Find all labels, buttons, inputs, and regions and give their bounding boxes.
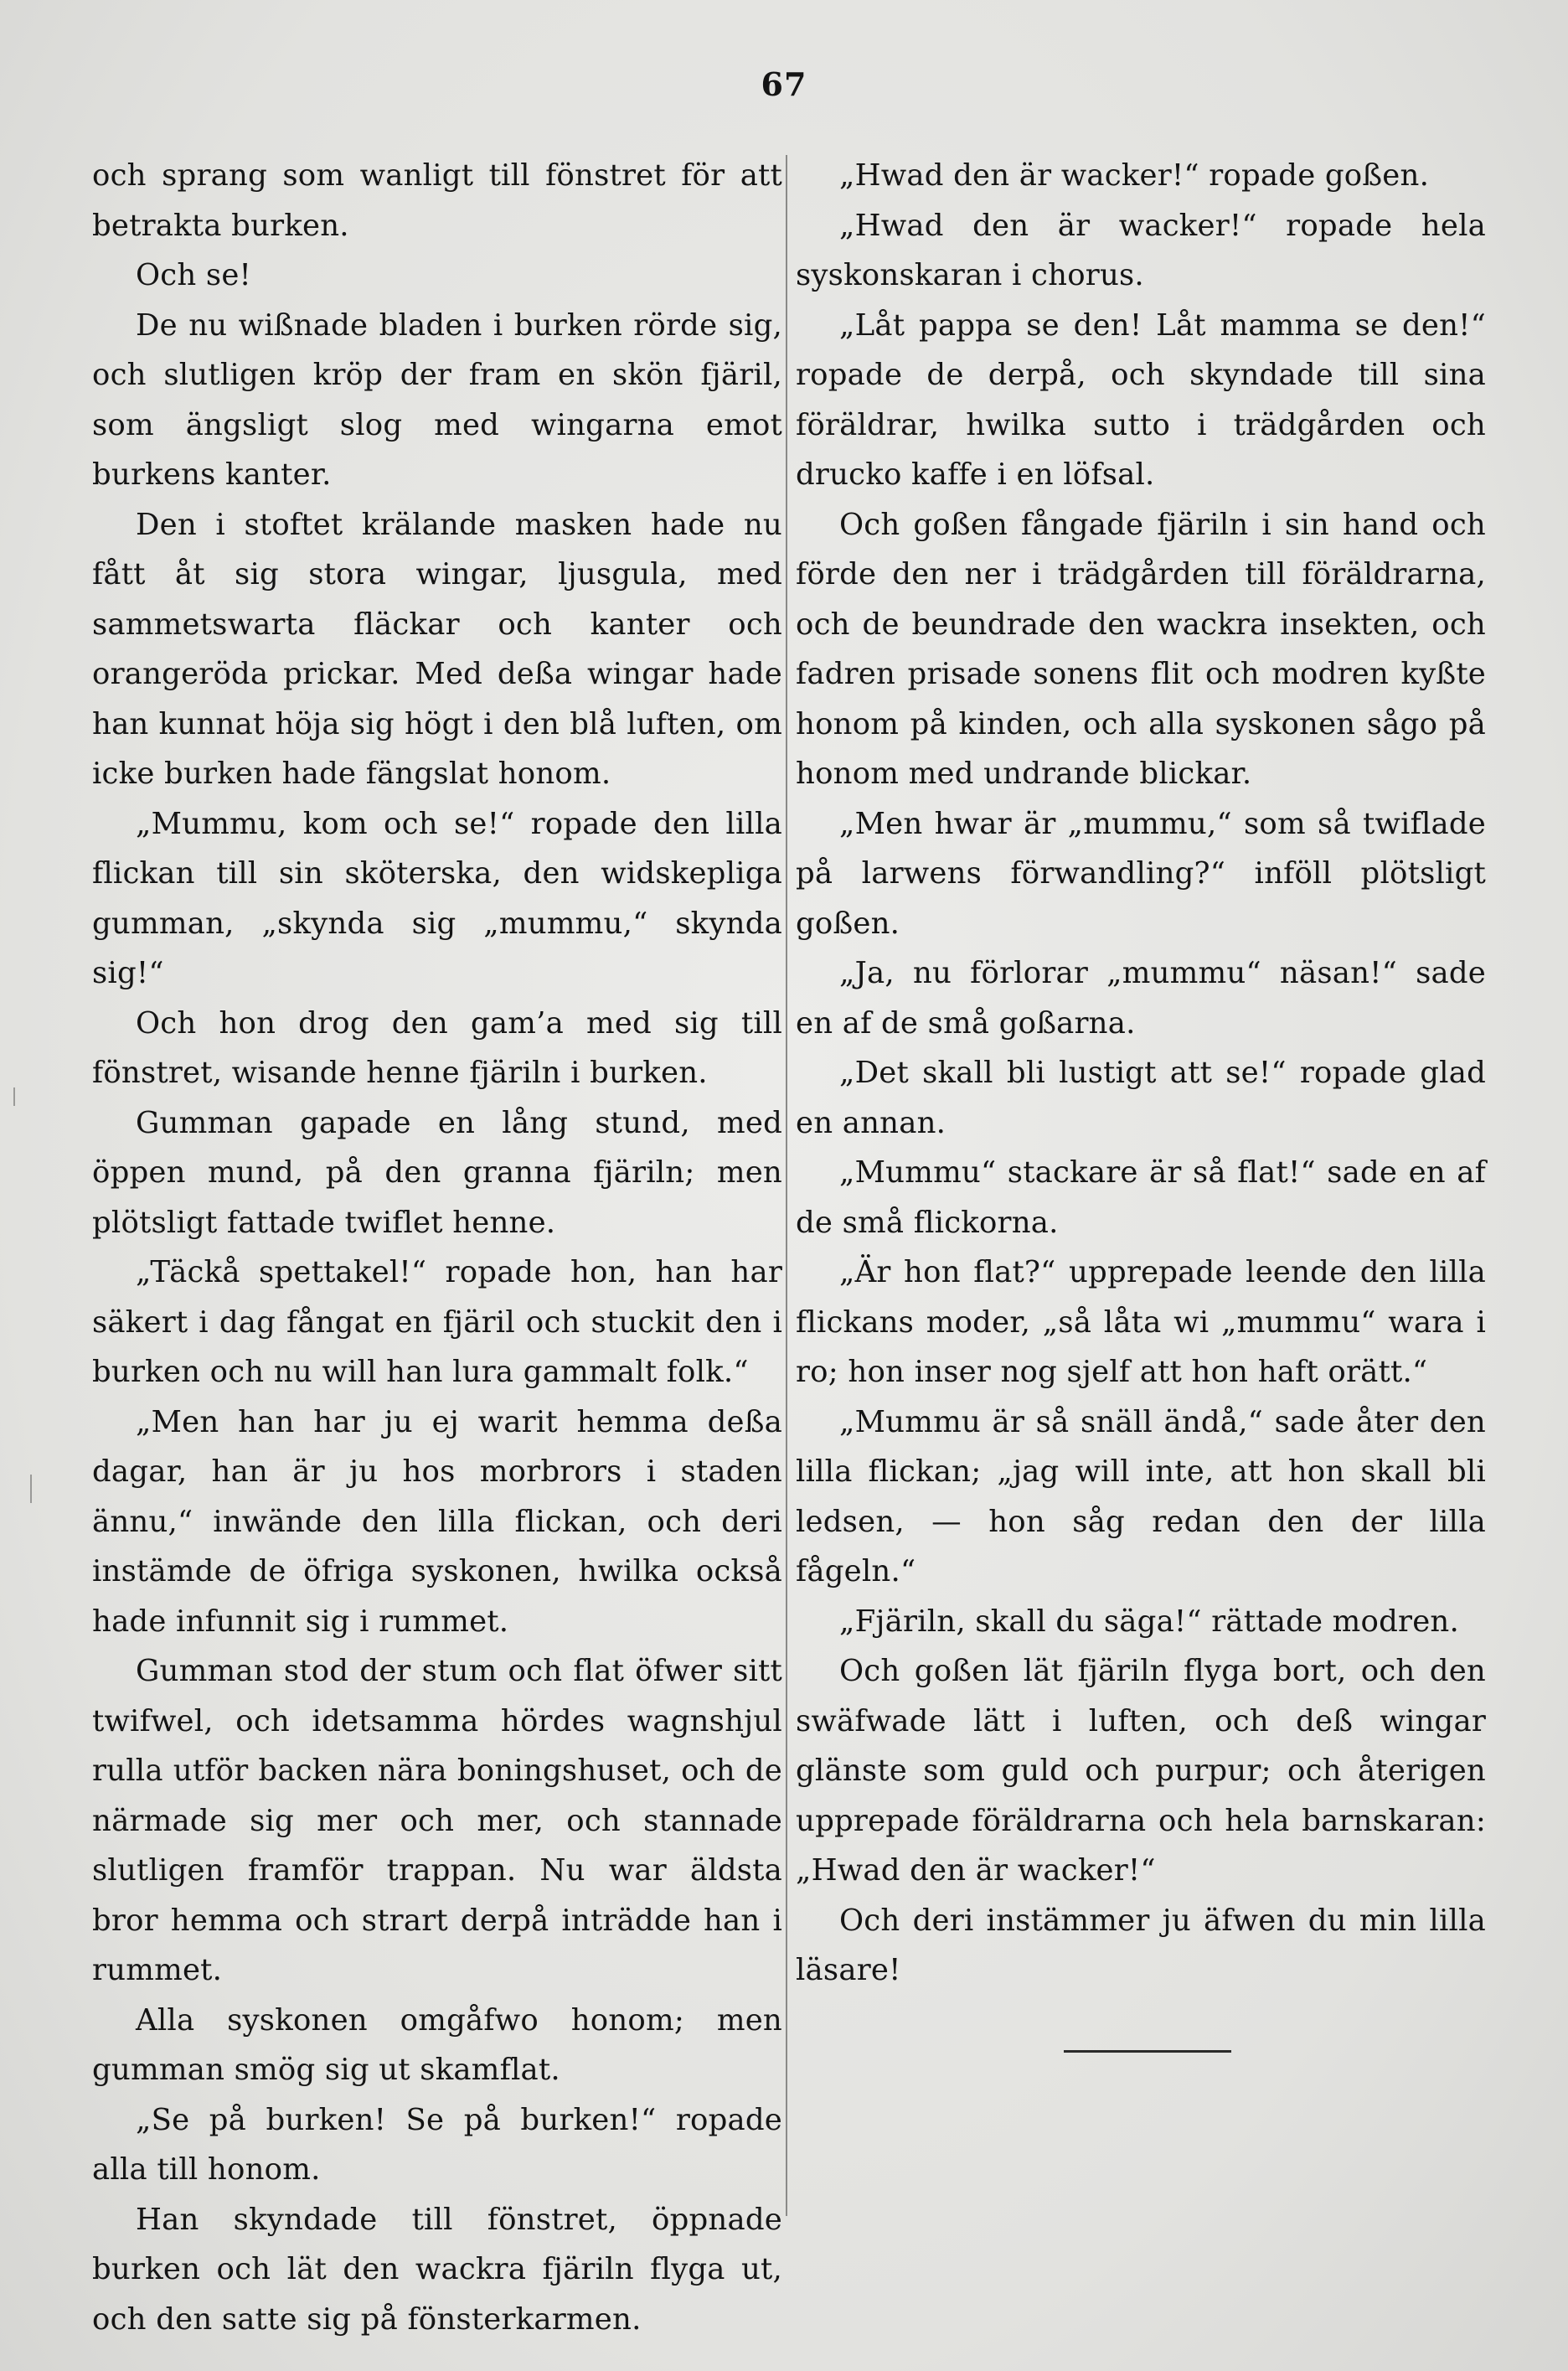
left-column [92, 151, 782, 2344]
paragraph: Alla syskonen omgåfwo honom; men gumman smög sig ut skamflat. [92, 2002, 782, 2087]
margin-mark [30, 1475, 32, 1503]
paragraph: Och goßen fångade fjäriln i sin hand och förde den ner i trädgården till föräldrarna, och de beundrade den wackra insekten, och fadren prisade sonens flit och modren kyßte honom på kinden, och alla syskonen sågo på honom med undrande blickar. [796, 507, 1486, 791]
paragraph: „Men han har ju ej warit hemma deßa dagar, han är ju hos morbrors i staden ännu,“ inwände den lilla flickan, och deri instämde de öfriga syskonen, hwilka också hade infunnit sig i rummet. [92, 1404, 782, 1639]
paragraph: Gumman stod der stum och flat öfwer sitt twifwel, och idetsamma hördes wagnshjul rulla utför backen nära boningshuset, och de närmade sig mer och mer, och stannade slutligen framför trappan. Nu war äldsta bror hemma och strart derpå inträdde han i rummet. [92, 1654, 782, 1987]
paragraph: Och se! [136, 258, 252, 292]
paragraph: „Ja, nu förlorar „mummu“ näsan!“ sade en af de små goßarna. [796, 956, 1486, 1041]
end-rule [1064, 2050, 1231, 2053]
paragraph: Gumman gapade en lång stund, med öppen mund, på den granna fjäriln; men plötsligt fattade twiflet henne. [92, 1105, 782, 1240]
paragraph: „Hwad den är wacker!“ ropade hela syskonskaran i chorus. [796, 208, 1486, 292]
paragraph: Och deri instämmer ju äfwen du min lilla läsare! [796, 1903, 1486, 1987]
paragraph: „Men hwar är „mummu,“ som så twiflade på larwens förwandling?“ inföll plötsligt goßen. [796, 806, 1486, 941]
paragraph: „Fjäriln, skall du säga!“ rättade modren. [839, 1604, 1459, 1639]
paragraph: „Är hon flat?“ upprepade leende den lilla flickans moder, „så låta wi „mummu“ wara i ro; hon inser nog sjelf att hon haft orätt.“ [796, 1255, 1486, 1389]
paragraph: Och hon drog den gam’a med sig till fönstret, wisande henne fjäriln i burken. [92, 1005, 782, 1090]
paragraph: „Hwad den är wacker!“ ropade goßen. [839, 158, 1430, 193]
paragraph: „Se på burken! Se på burken!“ ropade alla till honom. [92, 2102, 782, 2187]
paragraph: De nu wißnade bladen i burken rörde sig, och slutligen kröp der fram en skön fjäril, som ängsligt slog med wingarna emot burkens kanter. [92, 307, 782, 492]
margin-mark [13, 1087, 15, 1106]
paragraph: „Det skall bli lustigt att se!“ ropade glad en annan. [796, 1056, 1486, 1140]
paragraph: Han skyndade till fönstret, öppnade burken och lät den wackra fjäriln flyga ut, och den satte sig på fönsterkarmen. [92, 2202, 782, 2337]
paragraph: „Mummu“ stackare är så flat!“ sade en af de små flickorna. [796, 1155, 1486, 1240]
paragraph: Och goßen lät fjäriln flyga bort, och den swäfwade lätt i luften, och deß wingar glänste som guld och purpur; och återigen upprepade föräldrarna och hela barnskaran: „Hwad den är wacker!“ [796, 1654, 1486, 1888]
right-column [796, 151, 1486, 1996]
paragraph: „Täckå spettakel!“ ropade hon, han har säkert i dag fångat en fjäril och stuckit den i burken och nu will han lura gammalt folk.“ [92, 1255, 782, 1389]
column-divider [786, 155, 787, 2216]
paragraph: Den i stoftet krälande masken hade nu fått åt sig stora wingar, ljusgula, med sammetswarta fläckar och kanter och orangeröda prickar. Med deßa wingar hade han kunnat höja sig högt i den blå luften, om icke burken hade fängslat honom. [92, 507, 782, 791]
page-number: 67 [761, 65, 807, 103]
paragraph: „Låt pappa se den! Låt mamma se den!“ ropade de derpå, och skyndade till sina föräldrar, hwilka sutto i trädgården och drucko kaffe i en löfsal. [796, 307, 1486, 492]
paragraph: och sprang som wanligt till fönstret för att betrakta burken. [92, 158, 782, 243]
paragraph: „Mummu är så snäll ändå,“ sade åter den lilla flickan; „jag will inte, att hon skall bli ledsen, — hon såg redan den der lilla fågeln.“ [796, 1404, 1486, 1588]
paragraph: „Mummu, kom och se!“ ropade den lilla flickan till sin sköterska, den widskepliga gumman, „skynda sig „mummu,“ skynda sig!“ [92, 806, 782, 990]
